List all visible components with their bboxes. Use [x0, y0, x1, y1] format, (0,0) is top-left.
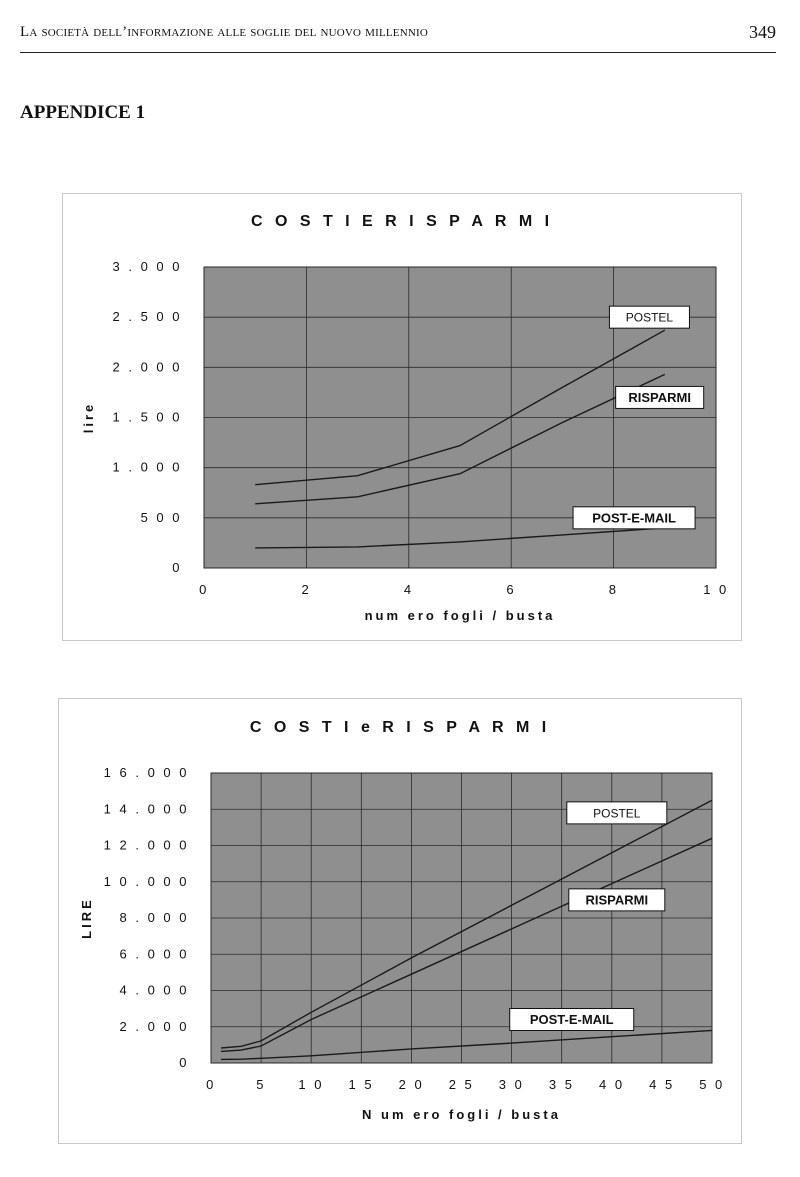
x-tick-label: 3 0	[498, 1077, 525, 1092]
x-tick-label: 1 0	[703, 582, 729, 597]
x-tick-label: 2	[301, 582, 312, 597]
appendix-heading: APPENDICE 1	[20, 102, 146, 123]
x-tick-label: 0	[199, 582, 209, 597]
series-label-risparmi: RISPARMI	[585, 892, 649, 908]
x-tick-label: 1 5	[348, 1077, 375, 1092]
x-tick-label: 2 0	[398, 1077, 425, 1092]
y-axis-label: lire	[81, 401, 96, 434]
series-label-post-e-mail: POST-E-MAIL	[529, 1012, 614, 1027]
running-title: La società dell’informazione alle soglie del nuovo millennio	[20, 24, 429, 40]
y-tick-label: 1 . 5 0 0	[112, 409, 182, 425]
x-tick-label: 4	[403, 582, 414, 597]
running-head	[20, 22, 776, 53]
y-tick-label: 0	[179, 1055, 189, 1070]
y-tick-label: 4 . 0 0 0	[119, 982, 189, 998]
x-tick-label: 8	[608, 582, 619, 597]
y-tick-label: 1 . 0 0 0	[112, 459, 182, 475]
y-tick-label: 2 . 0 0 0	[119, 1018, 189, 1034]
chart-frame-small-range	[62, 193, 742, 641]
x-tick-label: 1 0	[298, 1077, 324, 1092]
y-tick-label: 1 2 . 0 0 0	[103, 837, 189, 853]
y-tick-label: 6 . 0 0 0	[119, 946, 189, 962]
y-tick-label: 2 . 0 0 0	[112, 359, 182, 375]
series-label-risparmi: RISPARMI	[628, 389, 691, 405]
x-tick-label: 3 5	[548, 1077, 575, 1092]
x-axis-label: N um ero fogli / busta	[362, 1107, 561, 1122]
y-axis-label: LIRE	[79, 897, 94, 939]
cost-savings-chart-1	[63, 194, 741, 640]
y-tick-label: 3 . 0 0 0	[112, 259, 182, 274]
x-tick-label: 4 0	[599, 1077, 625, 1092]
page-number: 349	[749, 22, 776, 42]
y-tick-label: 1 4 . 0 0 0	[103, 801, 189, 817]
y-tick-label: 2 . 5 0 0	[112, 309, 182, 325]
x-tick-label: 5 0	[699, 1077, 725, 1092]
series-label-post-e-mail: POST-E-MAIL	[592, 510, 676, 526]
y-tick-label: 1 6 . 0 0 0	[103, 765, 189, 780]
x-tick-label: 0	[206, 1077, 216, 1092]
y-tick-label: 1 0 . 0 0 0	[103, 873, 189, 889]
chart-title: C O S T I e R I S P A R M I	[249, 719, 551, 736]
chart-title: C O S T I E R I S P A R M I	[250, 213, 554, 230]
x-axis-label: num ero fogli / busta	[364, 608, 556, 623]
y-tick-label: 8 . 0 0 0	[119, 910, 189, 925]
x-tick-label: 6	[506, 582, 517, 597]
series-label-postel: POSTEL	[625, 310, 674, 325]
y-tick-label: 0	[172, 560, 182, 575]
x-tick-label: 4 5	[649, 1077, 675, 1092]
x-tick-label: 5	[256, 1077, 266, 1092]
cost-savings-chart-2	[59, 699, 741, 1143]
x-tick-label: 2 5	[448, 1077, 475, 1092]
series-label-postel: POSTEL	[593, 806, 641, 821]
y-tick-label: 5 0 0	[140, 509, 182, 525]
chart-frame-large-range	[58, 698, 742, 1144]
